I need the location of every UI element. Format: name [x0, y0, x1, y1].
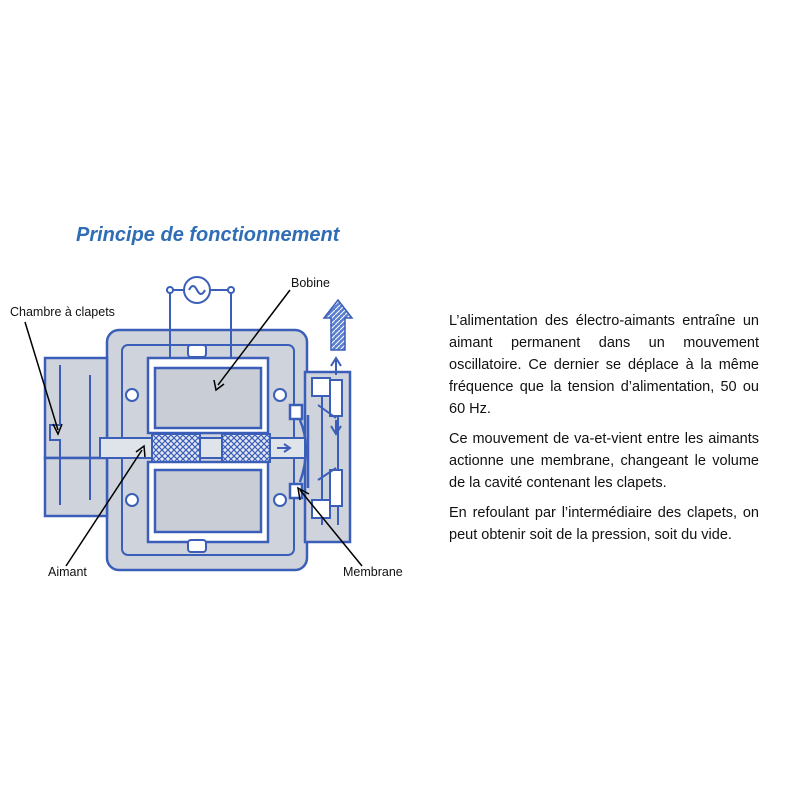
paragraph-1: L’alimentation des électro-aimants entraîne un aimant permanent dans un mouvement oscillatoire. Ce dernier se déplace à la même fréquence que la tension d’alimentation, 50 ou 60 Hz. [449, 313, 759, 417]
chambre-label: Chambre à clapets [10, 305, 115, 319]
paragraph-2: Ce mouvement de va-et-vient entre les aimants actionne une membrane, changeant le volume de la cavité contenant les clapets. [449, 431, 759, 491]
diagram-title: Principe de fonctionnement [76, 224, 340, 246]
flow-arrow-icon [324, 300, 352, 350]
upper-coil [148, 358, 268, 433]
description-text [449, 310, 759, 554]
membrane-label: Membrane [343, 565, 403, 579]
paragraph-3: En refoulant par l’intermédiaire des clapets, on peut obtenir soit de la pression, soit du vide. [449, 505, 759, 543]
aimant-label: Aimant [48, 565, 87, 579]
magnets [100, 434, 305, 462]
bobine-label: Bobine [291, 276, 330, 290]
lower-coil [148, 462, 268, 542]
